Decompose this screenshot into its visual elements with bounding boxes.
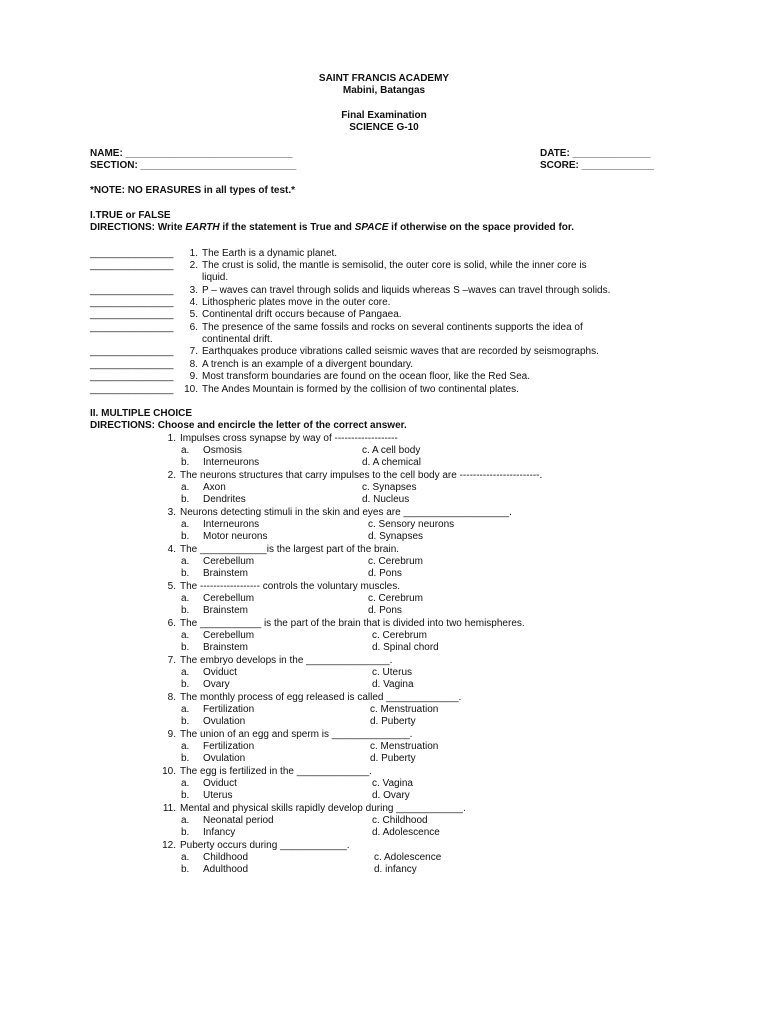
choice-letter: b. [181,531,190,542]
question-text: The monthly process of egg released is called _____________. [180,692,462,703]
choice-c[interactable]: c. Menstruation [370,741,439,752]
choice-d[interactable]: d. Pons [368,568,402,579]
choice-b[interactable] [181,494,246,506]
question-number: 10. [162,766,176,777]
item-text-continued: continental drift. [202,334,273,345]
choice-b[interactable] [181,827,235,839]
choice-d[interactable]: d. Puberty [370,753,416,764]
question-text: The union of an egg and sperm is ______________. [180,729,413,740]
choice-b[interactable] [181,568,248,580]
choice-letter: a. [181,482,190,493]
question-text: Neurons detecting stimuli in the skin and eyes are ___________________. [180,507,512,518]
question-number: 1. [167,433,176,444]
question-text: The egg is fertilized in the _____________. [180,766,372,777]
tf-item [90,371,530,383]
answer-blank[interactable]: _______________ [90,346,174,357]
choice-b[interactable] [181,642,248,654]
item-text: Most transform boundaries are found on the ocean floor, like the Red Sea. [202,371,530,382]
item-text: The presence of the same fossils and rocks on several continents supports the idea of [202,322,583,333]
choice-letter: b. [181,568,190,579]
choice-b[interactable] [181,605,248,617]
directions-space: SPACE [354,222,389,233]
choice-a[interactable] [181,519,259,531]
choice-d[interactable]: d. A chemical [362,457,421,468]
choice-text: Ovary [203,679,230,690]
choice-d[interactable]: d. infancy [374,864,417,875]
choice-text: Brainstem [203,568,249,579]
choice-c[interactable]: c. Cerebrum [368,556,424,567]
choice-text: Motor neurons [203,531,268,542]
choice-letter: b. [181,605,190,616]
choice-letter: b. [181,716,190,727]
choice-text: Brainstem [203,642,249,653]
choice-b[interactable] [181,753,245,765]
item-text: The crust is solid, the mantle is semisolid, the outer core is solid, while the inner core is [202,260,587,271]
tf-item [90,322,583,334]
choice-a[interactable] [181,556,254,568]
mc-question [156,766,372,778]
mc-question [156,692,461,704]
choice-text: Fertilization [203,741,255,752]
question-number: 9. [167,729,176,740]
answer-blank[interactable]: _______________ [90,384,174,395]
choice-b[interactable] [181,716,245,728]
tf-item [90,309,402,321]
choice-b[interactable] [181,531,267,543]
choice-d[interactable]: d. Ovary [372,790,410,801]
part2-directions: DIRECTIONS: Choose and encircle the letter of the correct answer. [90,420,407,431]
part1-directions [90,222,574,234]
question-text: The ____________is the largest part of the brain. [180,544,400,555]
choice-letter: b. [181,827,190,838]
question-text: Impulses cross synapse by way of ------------------- [180,433,398,444]
choice-letter: a. [181,741,190,752]
choice-letter: a. [181,852,190,863]
choice-a[interactable] [181,741,254,753]
choice-text: Oviduct [203,667,237,678]
item-number: 5. [189,309,198,320]
directions-earth: EARTH [185,222,220,233]
choice-c[interactable]: c. Menstruation [370,704,439,715]
question-text: The ___________ is the part of the brain that is divided into two hemispheres. [180,618,525,629]
item-number: 1. [189,248,198,259]
question-number: 7. [167,655,176,666]
choice-letter: b. [181,790,190,801]
question-number: 11. [162,803,176,814]
choice-text: Oviduct [203,778,237,789]
choice-letter: a. [181,667,190,678]
choice-a[interactable] [181,815,274,827]
question-text: Puberty occurs during ____________. [180,840,350,851]
choice-letter: a. [181,704,190,715]
question-number: 12. [162,840,176,851]
choice-a[interactable] [181,704,254,716]
choice-text: Interneurons [203,457,260,468]
tf-item [90,359,413,371]
choice-text: Osmosis [203,445,242,456]
choice-a[interactable] [181,630,254,642]
choice-c[interactable]: c. Vagina [372,778,413,789]
question-number: 6. [167,618,176,629]
question-text: The embryo develops in the _______________. [180,655,393,666]
choice-letter: a. [181,778,190,789]
section-field[interactable]: SECTION: ____________________________ [90,160,297,171]
tf-item [90,346,599,358]
item-text: P – waves can travel through solids and liquids whereas S –waves can travel through solids. [202,285,611,296]
choice-letter: a. [181,593,190,604]
choice-c[interactable]: c. Adolescence [374,852,442,863]
school-name: SAINT FRANCIS ACADEMY [318,73,450,84]
directions-label: DIRECTIONS: [90,222,155,233]
choice-letter: a. [181,445,190,456]
answer-blank[interactable]: _______________ [90,371,174,382]
choice-text: Cerebellum [203,630,255,641]
choice-c[interactable]: c. Synapses [362,482,417,493]
choice-c[interactable]: c. Childhood [372,815,428,826]
name-field[interactable]: NAME: ______________________________ [90,148,293,159]
question-text: Mental and physical skills rapidly develop during ____________. [180,803,466,814]
tf-item [90,297,390,309]
mc-question [156,729,412,741]
choice-text: Uterus [203,790,233,801]
exam-subject: SCIENCE G-10 [349,122,419,133]
mc-question [156,470,542,482]
choice-b[interactable] [181,679,230,691]
item-text: Earthquakes produce vibrations called seismic waves that are recorded by seismographs. [202,346,599,357]
item-text: Continental drift occurs because of Pangaea. [202,309,402,320]
answer-blank[interactable]: _______________ [90,322,174,333]
item-text: The Andes Mountain is formed by the collision of two continental plates. [202,384,519,395]
choice-text: Brainstem [203,605,249,616]
choice-a[interactable] [181,445,242,457]
choice-text: Cerebellum [203,593,255,604]
choice-letter: a. [181,630,190,641]
choice-letter: b. [181,679,190,690]
mc-question [156,840,350,852]
choice-text: Ovulation [203,753,246,764]
choice-a[interactable] [181,482,226,494]
choice-c[interactable]: c. Cerebrum [372,630,428,641]
item-number: 4. [189,297,198,308]
choice-letter: b. [181,494,190,505]
answer-blank[interactable]: _______________ [90,260,174,271]
tf-item [90,384,519,396]
item-number: 2. [189,260,198,271]
choice-c[interactable]: c. Uterus [372,667,413,678]
part1-title: I.TRUE or FALSE [90,210,171,221]
question-number: 2. [167,470,176,481]
choice-a[interactable] [181,778,237,790]
exam-title: Final Examination [341,110,427,121]
choice-text: Childhood [203,852,249,863]
item-number: 9. [189,371,198,382]
choice-text: Interneurons [203,519,260,530]
part2-title: II. MULTIPLE CHOICE [90,408,193,419]
answer-blank[interactable]: _______________ [90,285,174,296]
choice-d[interactable]: d. Vagina [372,679,414,690]
choice-a[interactable] [181,852,248,864]
choice-text: Adulthood [203,864,249,875]
choice-d[interactable]: d. Nucleus [362,494,410,505]
question-text: The ------------------ controls the voluntary muscles. [180,581,401,592]
choice-letter: a. [181,519,190,530]
question-number: 8. [167,692,176,703]
choice-a[interactable] [181,593,254,605]
answer-blank[interactable]: _______________ [90,248,174,259]
question-number: 4. [167,544,176,555]
question-number: 5. [167,581,176,592]
choice-text: Ovulation [203,716,246,727]
mc-question [156,803,466,815]
item-number: 3. [189,285,198,296]
choice-c[interactable]: c. Cerebrum [368,593,424,604]
choice-b[interactable] [181,864,248,876]
directions-text-a: Write [155,222,186,233]
item-number: 7. [189,346,198,357]
choice-d[interactable]: d. Spinal chord [372,642,439,653]
mc-question [156,544,399,556]
choice-c[interactable]: c. Sensory neurons [368,519,455,530]
date-field[interactable]: DATE: ______________ [540,148,651,159]
choice-letter: a. [181,815,190,826]
choice-text: Infancy [203,827,236,838]
choice-text: Axon [203,482,226,493]
choice-b[interactable] [181,790,232,802]
choice-d[interactable]: d. Synapses [368,531,424,542]
answer-blank[interactable]: _______________ [90,359,174,370]
choice-letter: b. [181,642,190,653]
choice-c[interactable]: c. A cell body [362,445,421,456]
score-field[interactable]: SCORE: _____________ [540,160,654,171]
question-number: 3. [167,507,176,518]
choice-d[interactable]: d. Pons [368,605,402,616]
school-location: Mabini, Batangas [342,85,426,96]
choice-a[interactable] [181,667,237,679]
item-text-continued: liquid. [202,272,229,283]
item-number: 10. [184,384,198,395]
answer-blank[interactable]: _______________ [90,309,174,320]
directions-text-b: if the statement is True and [219,222,355,233]
choice-letter: b. [181,457,190,468]
mc-question [156,655,392,667]
tf-item [90,248,337,260]
item-text: A trench is an example of a divergent boundary. [202,359,414,370]
choice-letter: b. [181,864,190,875]
item-text: Lithospheric plates move in the outer core. [202,297,391,308]
choice-text: Neonatal period [203,815,274,826]
note-text: *NOTE: NO ERASURES in all types of test.* [90,185,296,196]
mc-question [156,581,400,593]
directions-text-c: if otherwise on the space provided for. [388,222,574,233]
choice-b[interactable] [181,457,259,469]
choice-text: Dendrites [203,494,246,505]
tf-item [90,260,587,272]
choice-d[interactable]: d. Adolescence [372,827,440,838]
item-number: 8. [189,359,198,370]
tf-item [90,285,610,297]
choice-letter: b. [181,753,190,764]
mc-question [156,433,398,445]
mc-question [156,507,512,519]
choice-d[interactable]: d. Puberty [370,716,416,727]
item-text: The Earth is a dynamic planet. [202,248,338,259]
answer-blank[interactable]: _______________ [90,297,174,308]
item-number: 6. [189,322,198,333]
question-text: The neurons structures that carry impulses to the cell body are ------------------------. [180,470,543,481]
choice-text: Fertilization [203,704,255,715]
mc-question [156,618,525,630]
choice-text: Cerebellum [203,556,255,567]
choice-letter: a. [181,556,190,567]
